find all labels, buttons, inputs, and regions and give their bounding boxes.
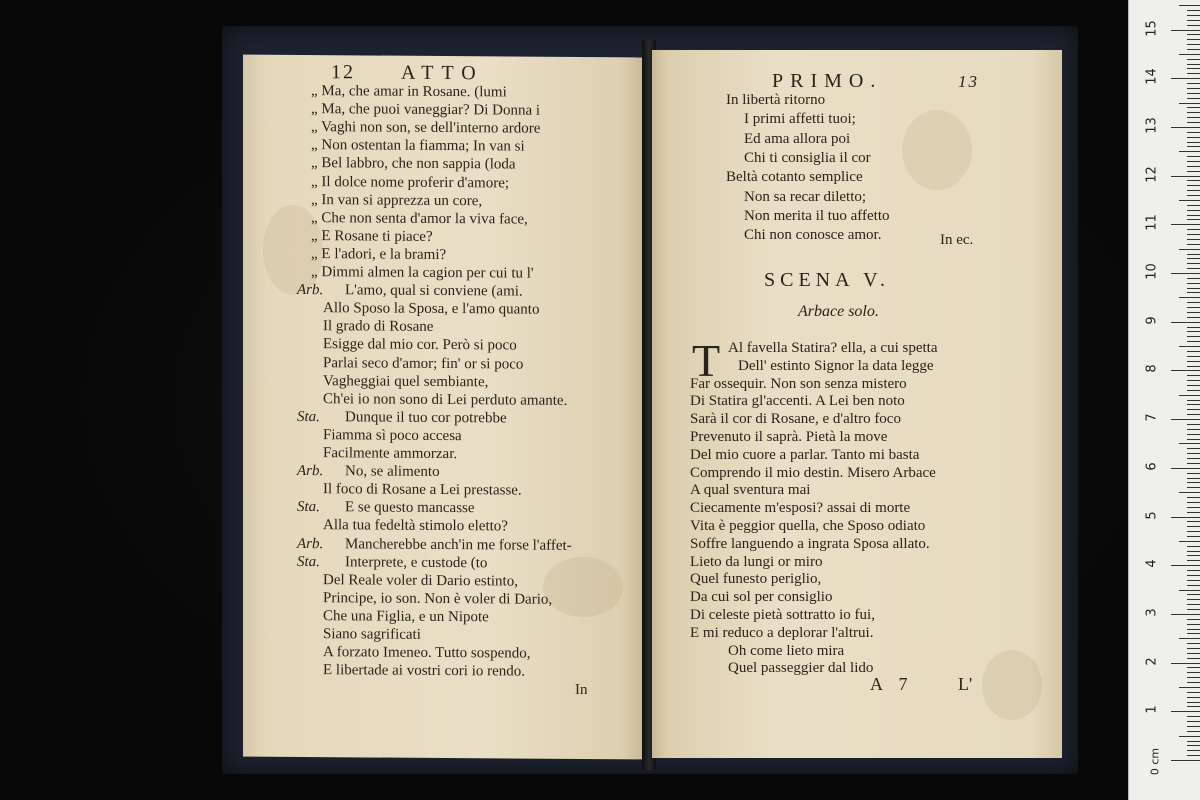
text-line: Il grado di Rosane: [323, 318, 434, 336]
ruler-tick: [1187, 755, 1200, 756]
ruler-tick: [1187, 258, 1200, 259]
ruler-tick: [1187, 210, 1200, 211]
ruler-tick: [1187, 745, 1200, 746]
ruler-tick: [1187, 672, 1200, 673]
ruler-tick: [1187, 429, 1200, 430]
ruler-tick: [1187, 283, 1200, 284]
text-line: „ E l'adori, e la brami?: [311, 245, 447, 263]
left-page: [243, 55, 645, 760]
left-running-head: ATTO: [401, 61, 484, 85]
ruler-tick: [1187, 463, 1200, 464]
ruler-tick: [1187, 361, 1200, 362]
ruler-tick: [1187, 629, 1200, 630]
ruler-tick: [1171, 322, 1200, 323]
text-line: Allo Sposo la Sposa, e l'amo quanto: [323, 300, 540, 318]
ruler-tick: [1171, 370, 1200, 371]
ruler-tick: [1171, 711, 1200, 712]
paper-stain: [902, 110, 972, 190]
text-line: „ E Rosane ti piace?: [311, 227, 433, 245]
verse-line: In libertà ritorno: [726, 92, 826, 108]
speaker-label: Arb.: [297, 535, 324, 552]
ruler-tick: [1187, 292, 1200, 293]
prose-line: Prevenuto il saprà. Pietà la move: [690, 429, 888, 445]
prose-line: Soffre languendo a ingrata Sposa allato.: [690, 535, 930, 552]
text-line: „ Ma, che amar in Rosane. (lumi: [311, 83, 507, 101]
ruler-tick: [1187, 667, 1200, 668]
ruler-tick: [1171, 419, 1200, 420]
ruler-tick: [1187, 302, 1200, 303]
ruler-tick: [1171, 30, 1200, 31]
ruler-tick: [1187, 268, 1200, 269]
ruler-tick: [1179, 590, 1200, 591]
ruler-tick: [1187, 482, 1200, 483]
ruler-tick: [1187, 161, 1200, 162]
text-line: A forzato Imeneo. Tutto sospendo,: [323, 644, 531, 662]
ruler-tick: [1187, 171, 1200, 172]
verse-line: Non merita il tuo affetto: [744, 207, 890, 224]
ruler-tick: [1187, 633, 1200, 634]
ruler-tick: [1187, 716, 1200, 717]
ruler-tick: [1187, 112, 1200, 113]
catchword: L': [958, 674, 973, 694]
ruler-tick: [1187, 682, 1200, 683]
ruler-tick: [1187, 39, 1200, 40]
ruler-tick: [1187, 195, 1200, 196]
text-line: E libertade ai vostri cori io rendo.: [323, 662, 526, 680]
prose-line: Far ossequir. Non son senza mistero: [690, 375, 907, 392]
ruler-tick: [1187, 390, 1200, 391]
ruler-tick: [1187, 83, 1200, 84]
prose-line: A qual sventura mai: [690, 482, 811, 499]
right-page-number: 13: [958, 72, 979, 91]
ruler-number: 3: [1144, 608, 1160, 617]
ruler-tick: [1187, 726, 1200, 727]
ruler-tick: [1187, 15, 1200, 16]
ruler-tick: [1187, 697, 1200, 698]
ruler-tick: [1187, 473, 1200, 474]
ruler-number: 11: [1144, 214, 1160, 232]
ruler-tick: [1187, 448, 1200, 449]
ruler-tick: [1187, 526, 1200, 527]
ruler-tick: [1187, 512, 1200, 513]
text-line: „ Vaghi non son, se dell'interno ardore: [311, 119, 541, 137]
ruler-tick: [1187, 375, 1200, 376]
ruler-number: 8: [1144, 364, 1160, 374]
ruler-tick: [1187, 653, 1200, 654]
ruler-tick: [1187, 44, 1200, 45]
prose-line: Dell' estinto Signor la data legge: [738, 357, 934, 374]
ruler-tick: [1187, 49, 1200, 50]
ruler-tick: [1187, 263, 1200, 264]
prose-line: Quel passeggier dal lido: [728, 660, 874, 677]
text-line: Ch'ei io non sono di Lei perduto amante.: [323, 390, 568, 409]
ruler-tick: [1187, 741, 1200, 742]
ruler-tick: [1187, 643, 1200, 644]
ruler-number: 12: [1144, 165, 1160, 183]
ruler-tick: [1187, 580, 1200, 581]
prose-line: Al favella Statira? ella, a cui spetta: [728, 340, 938, 356]
prose-line: Di Statira gl'accenti. A Lei ben noto: [690, 393, 905, 410]
ruler-tick: [1187, 536, 1200, 537]
ruler-tick: [1187, 750, 1200, 751]
ruler-tick: [1187, 575, 1200, 576]
text-line: In: [575, 682, 588, 699]
ruler-tick: [1187, 166, 1200, 167]
ruler-tick: [1187, 331, 1200, 332]
ruler-tick: [1187, 336, 1200, 337]
ruler-tick: [1179, 395, 1200, 396]
ruler-tick: [1187, 107, 1200, 108]
ruler-tick: [1187, 142, 1200, 143]
prose-line: Da cui sol per consiglio: [690, 589, 833, 606]
line-text: No, se alimento: [345, 463, 440, 481]
ruler-tick: [1171, 760, 1200, 761]
ruler-tick: [1179, 541, 1200, 542]
ruler-tick: [1187, 254, 1200, 255]
paper-stain: [543, 557, 623, 618]
ruler-tick: [1187, 478, 1200, 479]
ruler-tick: [1187, 307, 1200, 308]
text-line: „ Che non senta d'amor la viva face,: [311, 209, 528, 228]
line-text: Mancherebbe anch'in me forse l'affet-: [345, 535, 572, 554]
ruler-tick: [1187, 98, 1200, 99]
ruler-tick: [1179, 103, 1200, 104]
ruler-tick: [1187, 692, 1200, 693]
prose-line: Ciecamente m'esposi? assai di morte: [690, 500, 911, 517]
ruler-tick: [1187, 68, 1200, 69]
ruler-tick: [1187, 453, 1200, 454]
ruler-tick: [1187, 502, 1200, 503]
text-line: „ Ma, che puoi vaneggiar? Di Donna i: [311, 101, 541, 119]
speaker-label: Arb.: [297, 463, 324, 480]
ruler-tick: [1171, 127, 1200, 128]
line-text: Dunque il tuo cor potrebbe: [345, 409, 507, 427]
text-line: Il foco di Rosane a Lei prestasse.: [323, 481, 522, 499]
speaker-label: Sta.: [297, 499, 320, 516]
verse-line: I primi affetti tuoi;: [744, 111, 856, 128]
ruler-tick: [1187, 156, 1200, 157]
ruler-tick: [1179, 443, 1200, 444]
ruler-tick: [1187, 546, 1200, 547]
ruler-tick: [1187, 137, 1200, 138]
verse-line: Beltà cotanto semplice: [726, 169, 863, 186]
ruler-tick: [1187, 34, 1200, 35]
ruler-tick: [1179, 346, 1200, 347]
prose-line: Vita è peggior quella, che Sposo odiato: [690, 518, 926, 534]
ruler-tick: [1179, 687, 1200, 688]
ruler-tick: [1187, 219, 1200, 220]
ruler-tick: [1187, 721, 1200, 722]
ruler-tick: [1187, 351, 1200, 352]
ruler-tick: [1187, 93, 1200, 94]
text-line: „ Non ostentan la fiamma; In van si: [311, 137, 525, 155]
ruler-tick: [1187, 20, 1200, 21]
ruler-number: 9: [1144, 316, 1160, 325]
ruler-tick: [1187, 132, 1200, 133]
ruler-tick: [1187, 414, 1200, 415]
text-line: Alla tua fedeltà stimolo eletto?: [323, 517, 508, 535]
ruler-tick: [1187, 380, 1200, 381]
ruler-tick: [1187, 570, 1200, 571]
ruler-tick: [1187, 64, 1200, 65]
ruler-tick: [1179, 151, 1200, 152]
ruler-tick: [1187, 619, 1200, 620]
ruler-tick: [1187, 341, 1200, 342]
ruler-tick: [1187, 658, 1200, 659]
ruler-number: 2: [1144, 656, 1160, 666]
ruler-tick: [1187, 706, 1200, 707]
ruler-number: 14: [1144, 68, 1160, 85]
speaker-label: Sta.: [297, 553, 320, 570]
ruler-tick: [1171, 176, 1200, 177]
ruler-tick: [1187, 458, 1200, 459]
right-running-head: PRIMO.: [772, 70, 883, 92]
ruler-tick: [1187, 317, 1200, 318]
line-text: Interprete, e custode (to: [345, 553, 488, 571]
ruler-number: 4: [1144, 559, 1160, 568]
verse-end: In ec.: [940, 232, 974, 248]
ruler-tick: [1171, 614, 1200, 615]
ruler-tick: [1187, 594, 1200, 595]
ruler-tick: [1187, 702, 1200, 703]
text-line: „ Dimmi almen la cagion per cui tu l': [311, 264, 534, 282]
ruler-tick: [1187, 356, 1200, 357]
speaker-label: Sta.: [297, 408, 320, 425]
prose-line: Sarà il cor di Rosane, e d'altro foco: [690, 411, 901, 428]
speaker-label: Arb.: [297, 282, 324, 299]
ruler-tick: [1187, 180, 1200, 181]
ruler-number: 7: [1144, 413, 1160, 422]
ruler-tick: [1187, 487, 1200, 488]
ruler-tick: [1187, 88, 1200, 89]
ruler-tick: [1187, 146, 1200, 147]
ruler-tick: [1187, 624, 1200, 625]
ruler-tick: [1187, 73, 1200, 74]
ruler-unit-label: 0 cm: [1148, 747, 1162, 776]
ruler-number: 13: [1144, 117, 1160, 134]
ruler-tick: [1171, 517, 1200, 518]
ruler-tick: [1187, 424, 1200, 425]
ruler-tick: [1179, 200, 1200, 201]
prose-line: Quel funesto periglio,: [690, 571, 822, 588]
ruler-tick: [1187, 327, 1200, 328]
ruler-tick: [1187, 312, 1200, 313]
ruler-tick: [1187, 10, 1200, 11]
ruler-tick: [1187, 190, 1200, 191]
ruler-tick: [1179, 54, 1200, 55]
prose-line: E mi reduco a deplorar l'altrui.: [690, 624, 874, 641]
ruler-tick: [1187, 239, 1200, 240]
verse-line: Ed ama allora poi: [744, 130, 851, 147]
text-line: Esigge dal mio cor. Però si poco: [323, 336, 517, 354]
measurement-ruler: [1128, 0, 1200, 800]
ruler-tick: [1187, 604, 1200, 605]
ruler-tick: [1171, 273, 1200, 274]
ruler-tick: [1187, 434, 1200, 435]
right-page: [652, 50, 1062, 758]
text-line: Siano sagrificati: [323, 626, 421, 643]
ruler-tick: [1187, 439, 1200, 440]
ruler-tick: [1187, 551, 1200, 552]
text-line: „ In van si apprezza un core,: [311, 191, 483, 209]
ruler-number: 10: [1144, 263, 1160, 280]
ruler-tick: [1187, 288, 1200, 289]
ruler-tick: [1171, 663, 1200, 664]
verse-line: Non sa recar diletto;: [744, 188, 867, 205]
ruler-tick: [1187, 585, 1200, 586]
ruler-tick: [1187, 185, 1200, 186]
scene-title: SCENA V.: [764, 269, 890, 291]
ruler-number: 6: [1144, 462, 1160, 471]
ruler-tick: [1179, 638, 1200, 639]
ruler-tick: [1187, 677, 1200, 678]
prose-line: Oh come lieto mira: [728, 642, 845, 659]
ruler-tick: [1187, 609, 1200, 610]
ruler-tick: [1187, 244, 1200, 245]
prose-line: Del mio cuore a parlar. Tanto mi basta: [690, 446, 920, 463]
line-text: L'amo, qual si conviene (ami.: [345, 282, 523, 300]
ruler-tick: [1187, 409, 1200, 410]
ruler-tick: [1187, 507, 1200, 508]
text-line: Vagheggiai quel sembiante,: [323, 372, 489, 390]
paper-stain: [982, 650, 1042, 720]
left-page-number: 12: [331, 61, 355, 84]
ruler-tick: [1179, 736, 1200, 737]
prose-line: Di celeste pietà sottratto io fui,: [690, 607, 875, 623]
text-line: Facilmente ammorzar.: [323, 445, 458, 463]
ruler-tick: [1187, 59, 1200, 60]
ruler-tick: [1187, 497, 1200, 498]
ruler-tick: [1187, 215, 1200, 216]
ruler-tick: [1171, 468, 1200, 469]
ruler-tick: [1179, 5, 1200, 6]
ruler-tick: [1187, 521, 1200, 522]
text-line: „ Bel labbro, che non sappia (loda: [311, 155, 516, 173]
ruler-number: 5: [1144, 510, 1160, 520]
ruler-tick: [1187, 731, 1200, 732]
ruler-tick: [1171, 565, 1200, 566]
ruler-tick: [1179, 249, 1200, 250]
ruler-tick: [1187, 599, 1200, 600]
ruler-tick: [1187, 366, 1200, 367]
ruler-tick: [1187, 205, 1200, 206]
ruler-tick: [1187, 385, 1200, 386]
ruler-tick: [1171, 224, 1200, 225]
verse-line: Chi non conosce amor.: [744, 227, 882, 244]
ruler-tick: [1187, 648, 1200, 649]
ruler-tick: [1187, 234, 1200, 235]
ruler-tick: [1187, 400, 1200, 401]
ruler-number: 15: [1144, 19, 1160, 37]
ruler-tick: [1187, 560, 1200, 561]
text-line: Principe, io son. Non è voler di Dario,: [323, 589, 553, 608]
ruler-tick: [1187, 229, 1200, 230]
text-line: Fiamma sì poco accesa: [323, 427, 462, 445]
verse-line: Chi ti consiglia il cor: [744, 149, 871, 166]
drop-cap: T: [692, 335, 721, 386]
text-line: Che una Figlia, e un Nipote: [323, 608, 489, 626]
ruler-tick: [1179, 297, 1200, 298]
ruler-tick: [1187, 531, 1200, 532]
text-line: Del Reale voler di Dario estinto,: [323, 571, 518, 590]
ruler-tick: [1187, 122, 1200, 123]
scene-subtitle: Arbace solo.: [798, 303, 879, 320]
line-text: E se questo mancasse: [345, 499, 475, 517]
ruler-tick: [1171, 78, 1200, 79]
prose-line: Comprendo il mio destin. Misero Arbace: [690, 464, 936, 481]
ruler-tick: [1179, 492, 1200, 493]
text-line: „ Il dolce nome proferir d'amore;: [311, 173, 510, 191]
ruler-tick: [1187, 555, 1200, 556]
signature-mark: A 7: [870, 674, 914, 694]
prose-line: Lieto da lungi or miro: [690, 553, 823, 570]
text-line: Parlai seco d'amor; fin' or si poco: [323, 354, 524, 373]
ruler-tick: [1187, 25, 1200, 26]
ruler-tick: [1187, 404, 1200, 405]
ruler-tick: [1187, 278, 1200, 279]
ruler-number: 1: [1144, 705, 1160, 714]
ruler-tick: [1187, 117, 1200, 118]
